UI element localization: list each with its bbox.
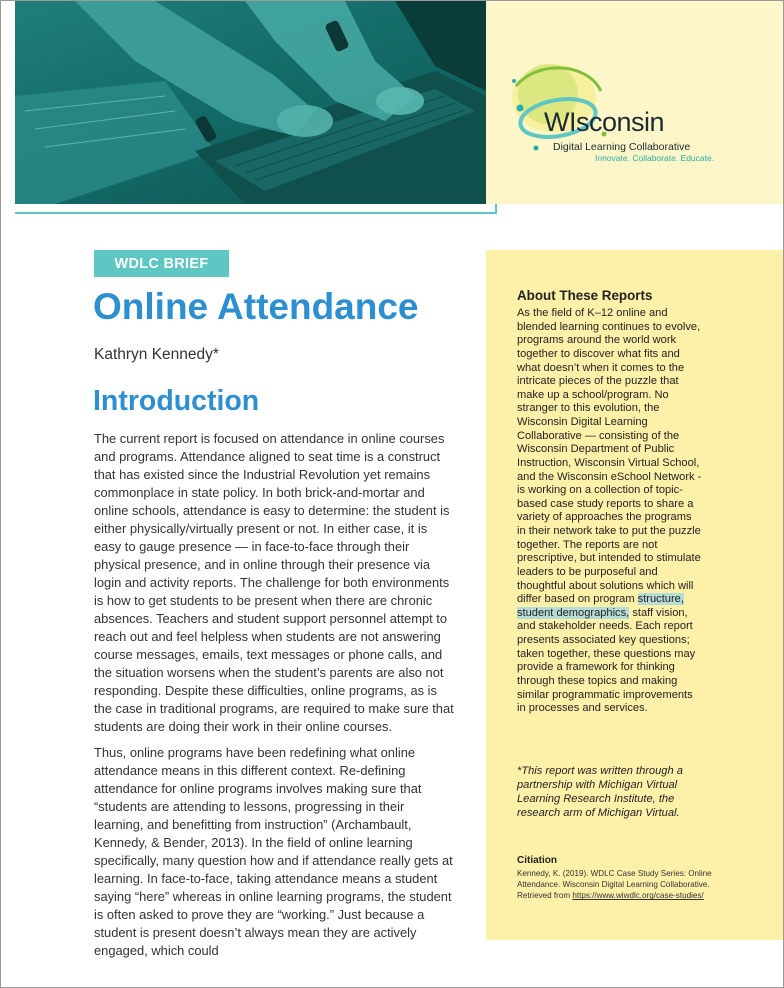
- author: Kathryn Kennedy*: [94, 346, 219, 363]
- citation-heading: Citiation: [517, 855, 557, 866]
- logo-tagline: Innovate. Collaborate. Educate.: [595, 153, 715, 163]
- photo-frame-accent: [15, 11, 497, 214]
- section-heading-introduction: Introduction: [93, 385, 260, 417]
- page-title: Online Attendance: [93, 286, 419, 327]
- sidebar-body-text: As the field of K–12 online and blended learning continues to evolve, programs around the world work together to discover what fits and what doesn’t when it comes to the intricate pieces of the puzzle that make up a school/program. No stranger to this evolution, the Wisconsin Digital Learning Collaborative — consisting of the Wisconsin Department of Public Instruction, Wisconsin Virtual School, and the Wisconsin eSchool Network - is working on a collection of topic-based case study reports to share a variety of approaches the programs in their network take to put the puzzle together. The reports are not prescriptive, but intended to stimulate leaders to be purposeful and thoughtful about solutions which will differ based on program: [517, 307, 702, 606]
- sidebar-highlighted-text: structure, student demographics,: [517, 593, 684, 619]
- sidebar-note: *This report was written through a partnership with Michigan Virtual Learning Research Institute, the research arm of Michigan Virtual.: [517, 765, 683, 819]
- body-paragraph-2: Thus, online programs have been redefining what online attendance means in this different context. Re-defining attendance for online programs involves making sure that “students are attending to lessons, progressing in their learning, and benefitting from instruction” (Archambault, Kennedy, & Bender, 2013). In the field of online learning specifically, many question how and if attendance really gets at learning. In face-to-face, taking attendance means a student saying “here” whereas in online learning programs, the student is often asked to prove they are “working.” Just because a student is present doesn’t always mean they are actively engaged, which could: [94, 745, 453, 958]
- brief-badge: WDLC BRIEF: [94, 250, 229, 277]
- sidebar-heading: About These Reports: [517, 288, 653, 303]
- logo-subtitle: Digital Learning Collaborative: [553, 141, 691, 153]
- sidebar-body: [517, 307, 703, 716]
- logo-area: [486, 1, 784, 204]
- citation-link[interactable]: https://www.wiwdlc.org/case-studies/: [572, 891, 704, 901]
- logo-wordmark: WIsconsin: [544, 107, 665, 137]
- citation-text: Kennedy, K. (2019). WDLC Case Study Series: Online Attendance. Wisconsin Digital Learning Collaborative. Retrieved from: [517, 869, 712, 901]
- sidebar-body-text-end: staff vision, and stakeholder needs. Each report presents associated key questions; taken together, these questions may provide a framework for thinking through these topics and making similar programmatic improvements in processes and services.: [517, 606, 696, 715]
- body-paragraph-1: The current report is focused on attendance in online courses and programs. Attendance aligned to seat time is a construct that has existed since the Industrial Revolution yet remains commonplace in state policy. In both brick-and-mortar and online schools, attendance is easy to determine: the student is either physically/virtually present or not. In either case, it is easy to gauge presence — in face-to-face through their physical presence, and in online through their presence via login and activity reports. The challenge for both environments is how to get students to be present when there are chronic absences. Teachers and student support personnel attempt to reach out and feel helpless when students are not answering course messages, emails, text messages or phone calls, and the situation worsens when the student’s parents are also not responding. Despite these difficulties, online programs, as is the case in traditional programs, are required to make sure that students are doing their work in their online courses.: [94, 431, 454, 734]
- citation-body: [517, 868, 717, 901]
